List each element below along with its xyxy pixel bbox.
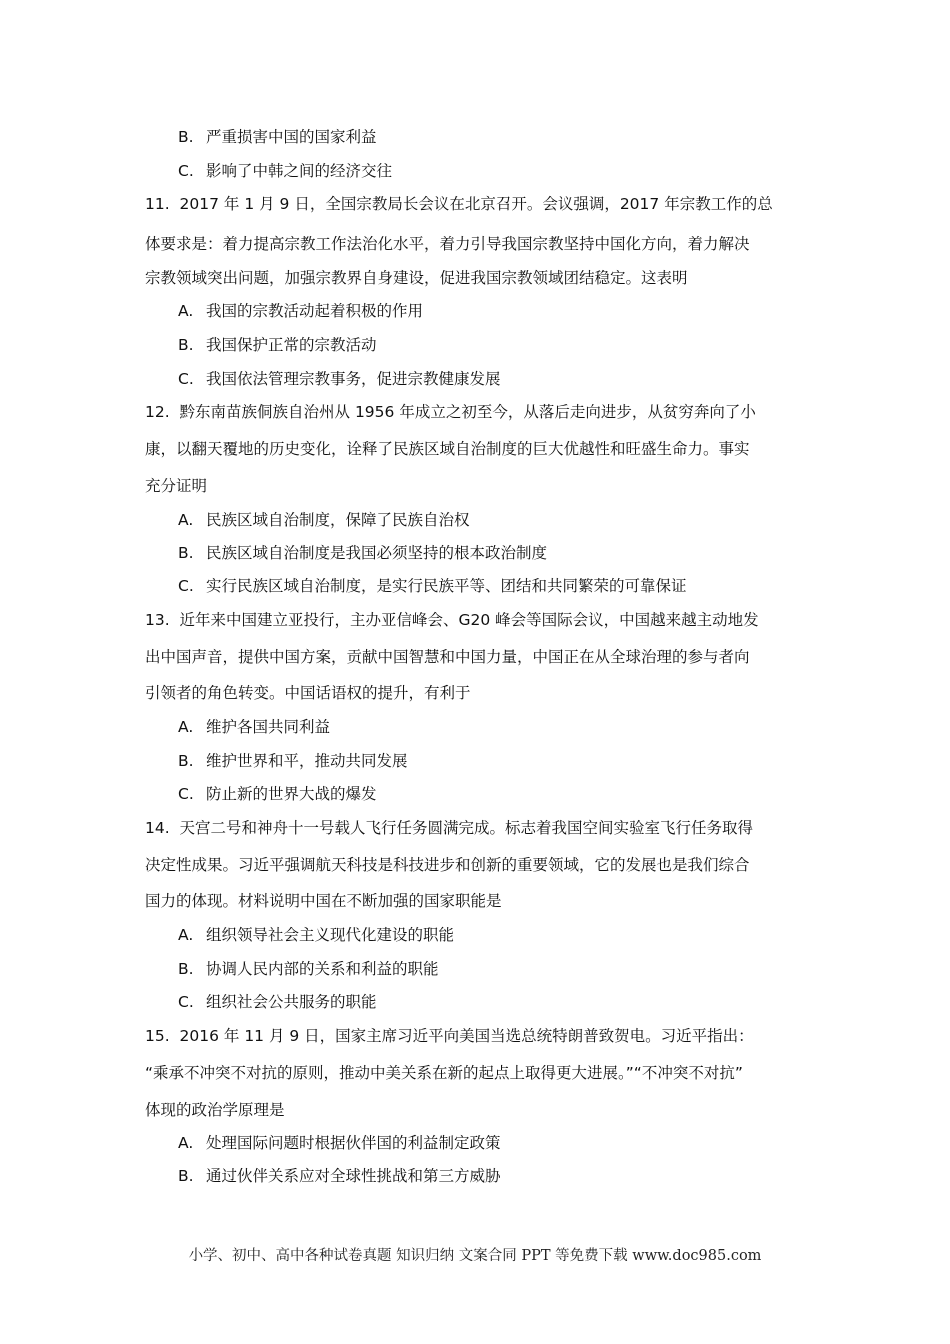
question-11-option-c: C. 我国依法管理宗教事务，促进宗教健康发展 <box>178 370 501 388</box>
option-c: C. 影响了中韩之间的经济交往 <box>178 162 393 180</box>
question-15-option-b: B. 通过伙伴关系应对全球性挑战和第三方威胁 <box>178 1167 501 1185</box>
question-15-line-2: “乘承不冲突不对抗的原则，推动中美关系在新的起点上取得更大进展。”“不冲突不对抗” <box>145 1064 743 1082</box>
question-12-line-2: 康，以翻天覆地的历史变化，诠释了民族区域自治制度的巨大优越性和旺盛生命力。事实 <box>145 440 750 458</box>
question-14-line-2: 决定性成果。习近平强调航天科技是科技进步和创新的重要领域，它的发展也是我们综合 <box>145 856 750 874</box>
question-14-line-1: 14. 天宫二号和神舟十一号载人飞行任务圆满完成。标志着我国空间实验室飞行任务取得 <box>145 819 754 837</box>
question-11-option-b: B. 我国保护正常的宗教活动 <box>178 336 377 354</box>
question-15-line-1: 15. 2016 年 11 月 9 日，国家主席习近平向美国当选总统特朗普致贺电。习近平指出： <box>145 1027 754 1045</box>
question-14-line-3: 国力的体现。材料说明中国在不断加强的国家职能是 <box>145 892 502 910</box>
question-15-option-a: A. 处理国际问题时根据伙伴国的利益制定政策 <box>178 1134 501 1152</box>
option-b: B. 严重损害中国的国家利益 <box>178 128 377 146</box>
question-13-line-1: 13. 近年来中国建立亚投行，主办亚信峰会、G20 峰会等国际会议，中国越来越主动地发 <box>145 611 759 629</box>
question-11-line-3: 宗教领域突出问题，加强宗教界自身建设，促进我国宗教领域团结稳定。这表明 <box>145 269 688 287</box>
question-12-option-b: B. 民族区域自治制度是我国必须坚持的根本政治制度 <box>178 544 548 562</box>
question-11-line-2: 体要求是：着力提高宗教工作法治化水平，着力引导我国宗教坚持中国化方向，着力解决 <box>145 235 750 253</box>
question-12-line-1: 12. 黔东南苗族侗族自治州从 1956 年成立之初至今，从落后走向进步，从贫穷奔向了小 <box>145 403 756 421</box>
question-11-option-a: A. 我国的宗教活动起着积极的作用 <box>178 302 424 320</box>
question-12-line-3: 充分证明 <box>145 477 208 495</box>
question-14-option-c: C. 组织社会公共服务的职能 <box>178 993 377 1011</box>
question-13-line-2: 出中国声音，提供中国方案，贡献中国智慧和中国力量，中国正在从全球治理的参与者向 <box>145 648 750 666</box>
question-13-line-3: 引领者的角色转变。中国话语权的提升，有利于 <box>145 684 471 702</box>
question-13-option-c: C. 防止新的世界大战的爆发 <box>178 785 377 803</box>
question-14-option-b: B. 协调人民内部的关系和利益的职能 <box>178 960 439 978</box>
question-12-option-c: C. 实行民族区域自治制度，是实行民族平等、团结和共同繁荣的可靠保证 <box>178 577 687 595</box>
question-14-option-a: A. 组织领导社会主义现代化建设的职能 <box>178 926 455 944</box>
question-13-option-b: B. 维护世界和平，推动共同发展 <box>178 752 408 770</box>
question-13-option-a: A. 维护各国共同利益 <box>178 718 331 736</box>
footer-download-notice: 小学、初中、高中各种试卷真题 知识归纳 文案合同 PPT 等免费下载 www.doc985.com <box>188 1248 762 1264</box>
question-11-line-1: 11. 2017 年 1 月 9 日，全国宗教局长会议在北京召开。会议强调，2017 年宗教工作的总 <box>145 195 773 213</box>
question-15-line-3: 体现的政治学原理是 <box>145 1101 285 1119</box>
question-12-option-a: A. 民族区域自治制度，保障了民族自治权 <box>178 511 470 529</box>
